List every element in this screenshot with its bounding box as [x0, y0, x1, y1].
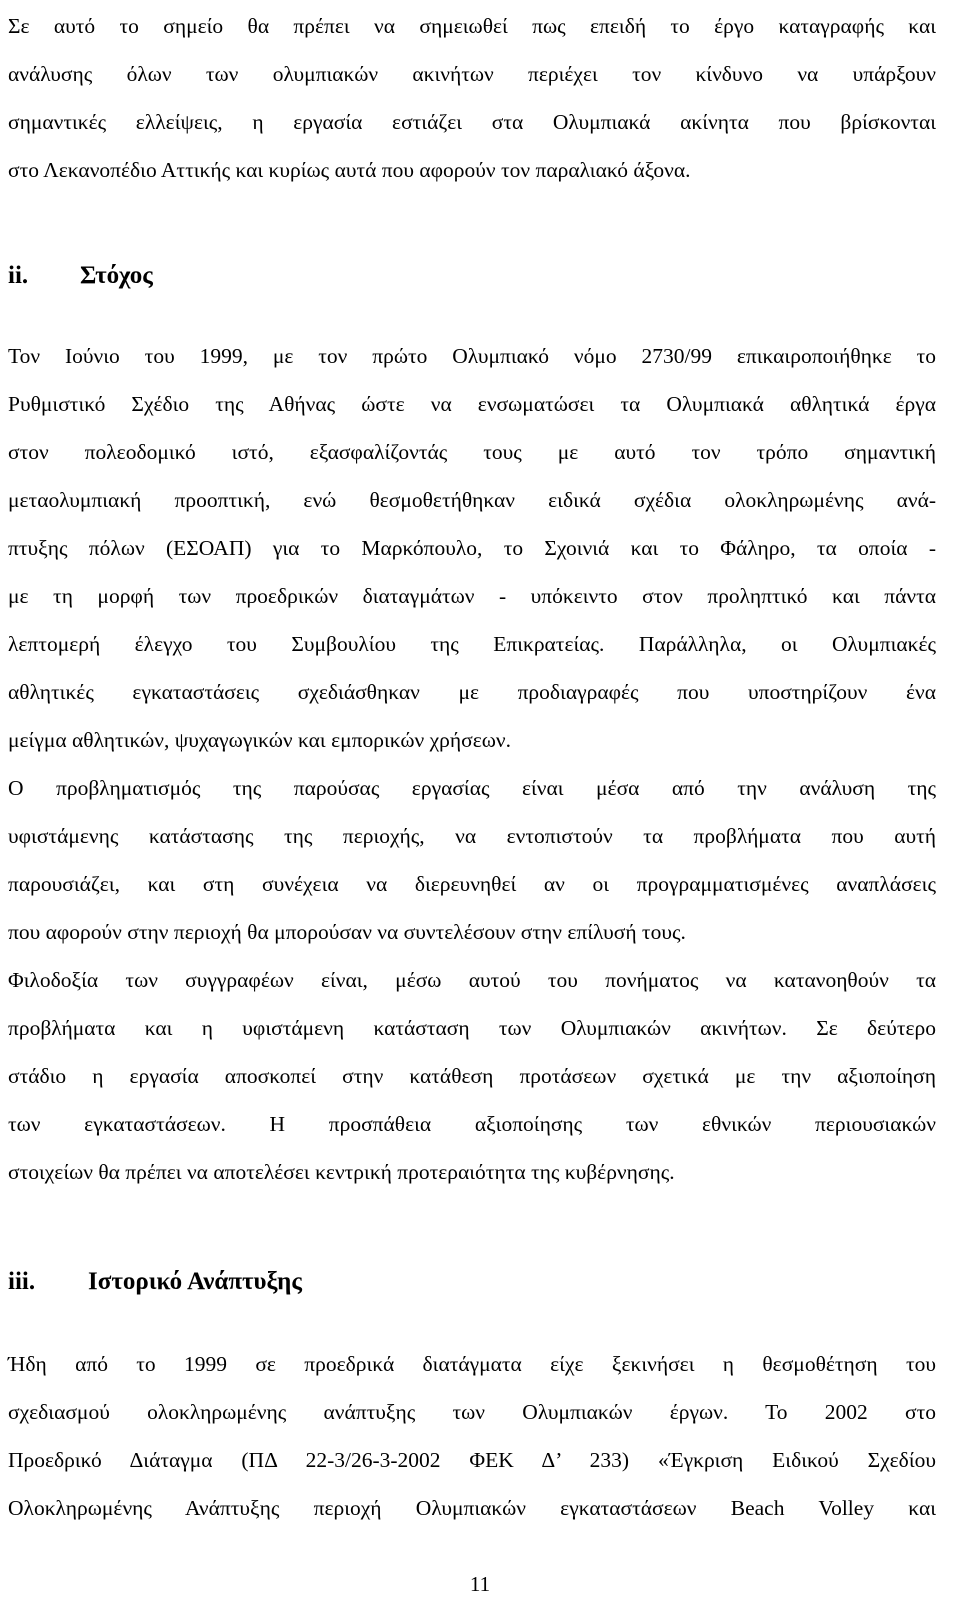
- section-title: Στόχος: [80, 262, 153, 289]
- text-line: στον πολεοδομικό ιστό, εξασφαλίζοντάς τους με αυτό τον τρόπο σημαντική: [8, 440, 936, 464]
- text-line: μείγμα αθλητικών, ψυχαγωγικών και εμπορικών χρήσεων.: [8, 728, 512, 752]
- text-line: πτυξης πόλων (ΕΣΟΑΠ) για το Μαρκόπουλο, το Σχοινιά και το Φάληρο, τα οποία -: [8, 536, 936, 560]
- text-line: που αφορούν στην περιοχή θα μπορούσαν να συντελέσουν στην επίλυσή τους.: [8, 920, 686, 944]
- text-line: Ο προβληματισμός της παρούσας εργασίας είναι μέσα από την ανάλυση της: [8, 776, 936, 800]
- text-line: με τη μορφή των προεδρικών διαταγμάτων - υπόκειντο στον προληπτικό και πάντα: [8, 584, 936, 608]
- section-heading-history: [8, 1268, 302, 1296]
- goal-paragraph-1: [8, 332, 936, 764]
- section-heading-goal: [8, 262, 153, 290]
- text-line: Ήδη από το 1999 σε προεδρικά διατάγματα είχε ξεκινήσει η θεσμοθέτηση του: [8, 1352, 936, 1376]
- text-line: προβλήματα και η υφιστάμενη κατάσταση των Ολυμπιακών ακινήτων. Σε δεύτερο: [8, 1016, 936, 1040]
- text-line: Προεδρικό Διάταγμα (ΠΔ 22-3/26-3-2002 ΦΕΚ Δ’ 233) «Έγκριση Ειδικού Σχεδίου: [8, 1448, 936, 1472]
- text-line: Σε αυτό το σημείο θα πρέπει να σημειωθεί πως επειδή το έργο καταγραφής και: [8, 14, 936, 38]
- text-line: στοιχείων θα πρέπει να αποτελέσει κεντρική προτεραιότητα της κυβέρνησης.: [8, 1160, 675, 1184]
- text-line: Φιλοδοξία των συγγραφέων είναι, μέσω αυτού του πονήματος να κατανοηθούν τα: [8, 968, 936, 992]
- text-line: σημαντικές ελλείψεις, η εργασία εστιάζει στα Ολυμπιακά ακίνητα που βρίσκονται: [8, 110, 936, 134]
- section-number: iii.: [8, 1268, 36, 1295]
- text-line: Ολοκληρωμένης Ανάπτυξης περιοχή Ολυμπιακών εγκαταστάσεων Beach Volley και: [8, 1496, 936, 1520]
- section-number: ii.: [8, 262, 29, 289]
- goal-paragraph-3: [8, 956, 936, 1196]
- text-line: των εγκαταστάσεων. Η προσπάθεια αξιοποίησης των εθνικών περιουσιακών: [8, 1112, 936, 1136]
- goal-paragraph-2: [8, 764, 936, 956]
- page-number: 11: [469, 1572, 491, 1596]
- text-line: παρουσιάζει, και στη συνέχεια να διερευνηθεί αν οι προγραμματισμένες αναπλάσεις: [8, 872, 936, 896]
- text-line: Ρυθμιστικό Σχέδιο της Αθήνας ώστε να ενσωματώσει τα Ολυμπιακά αθλητικά έργα: [8, 392, 936, 416]
- history-paragraph-1: [8, 1340, 936, 1532]
- text-line: Τον Ιούνιο του 1999, με τον πρώτο Ολυμπιακό νόμο 2730/99 επικαιροποιήθηκε το: [8, 344, 936, 368]
- text-line: λεπτομερή έλεγχο του Συμβουλίου της Επικρατείας. Παράλληλα, οι Ολυμπιακές: [8, 632, 936, 656]
- text-line: στάδιο η εργασία αποσκοπεί στην κατάθεση προτάσεων σχετικά με την αξιοποίηση: [8, 1064, 936, 1088]
- text-line: σχεδιασμού ολοκληρωμένης ανάπτυξης των Ολυμπιακών έργων. Το 2002 στο: [8, 1400, 936, 1424]
- text-line: υφιστάμενης κατάστασης της περιοχής, να εντοπιστούν τα προβλήματα που αυτή: [8, 824, 936, 848]
- intro-paragraph: [8, 2, 936, 194]
- text-line: μεταολυμπιακή προοπτική, ενώ θεσμοθετήθηκαν ειδικά σχέδια ολοκληρωμένης ανά-: [8, 488, 936, 512]
- text-line: ανάλυσης όλων των ολυμπιακών ακινήτων περιέχει τον κίνδυνο να υπάρξουν: [8, 62, 936, 86]
- section-title: Ιστορικό Ανάπτυξης: [88, 1268, 302, 1295]
- text-line: αθλητικές εγκαταστάσεις σχεδιάσθηκαν με προδιαγραφές που υποστηρίζουν ένα: [8, 680, 936, 704]
- text-line: στο Λεκανοπέδιο Αττικής και κυρίως αυτά που αφορούν τον παραλιακό άξονα.: [8, 158, 691, 182]
